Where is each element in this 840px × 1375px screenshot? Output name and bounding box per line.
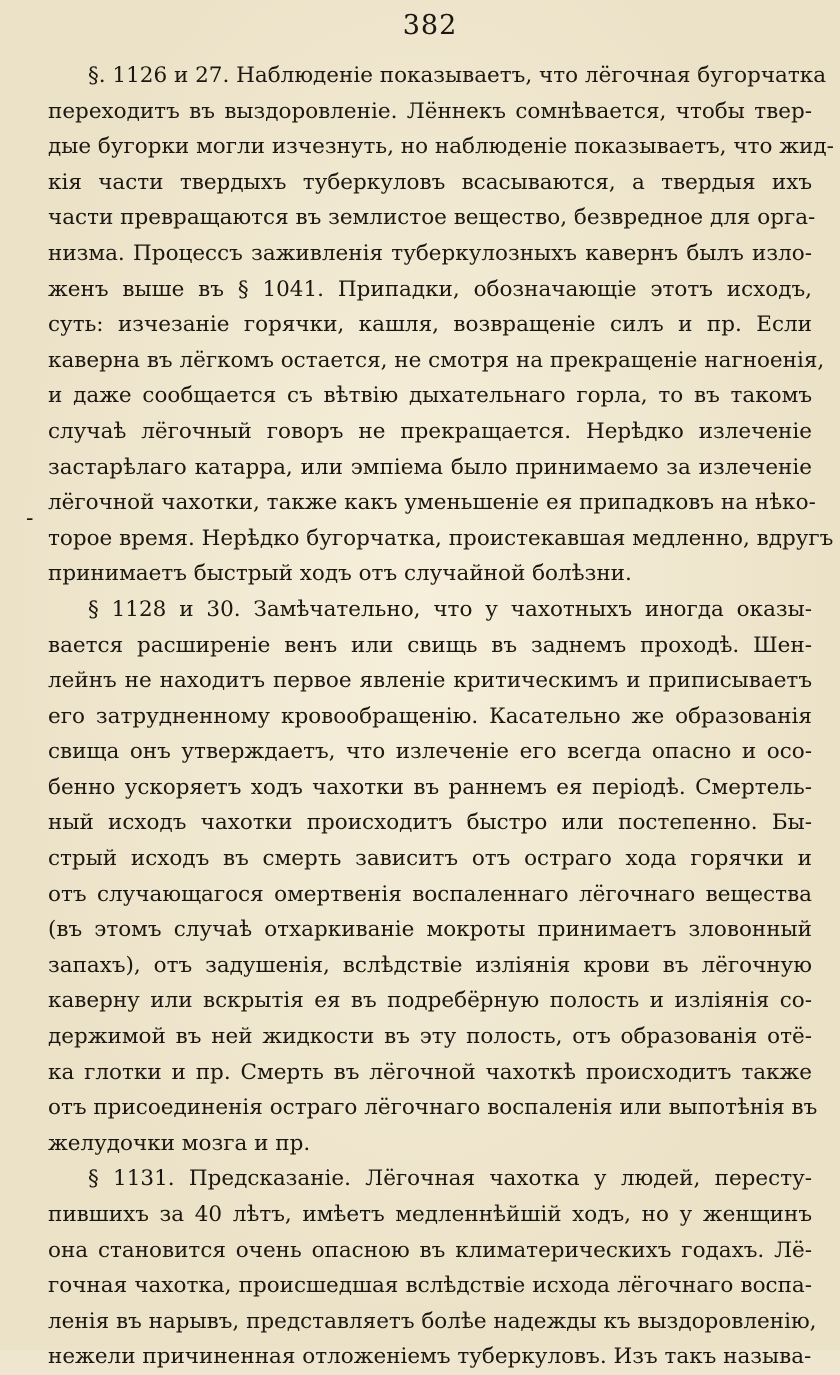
margin-mark: - bbox=[26, 506, 34, 531]
text-line: части превращаются въ землистое вещество, безвредное для орга- bbox=[48, 205, 816, 231]
text-line: запахъ), отъ задушенія, вслѣдствіе изліянія крови въ лёгочную bbox=[48, 952, 812, 978]
text-line: дые бугорки могли изчезнуть, но наблюденіе показываетъ, что жид- bbox=[48, 134, 834, 160]
text-line: нежели причиненная отложеніемъ туберкуловъ. Изъ такъ называ- bbox=[48, 1344, 812, 1370]
text-line: переходитъ въ выздоровленіе. Лённекъ сомнѣвается, чтобы твер- bbox=[48, 98, 812, 124]
text-line: ленія въ нарывъ, представляетъ болѣе надежды къ выздоровленію, bbox=[48, 1308, 817, 1334]
text-line: лейнъ не находитъ первое явленіе критическимъ и приписываетъ bbox=[48, 668, 812, 694]
text-line: отъ случающагося омертвенія воспаленнаго лёгочнаго вещества bbox=[48, 881, 812, 907]
text-line: каверну или вскрытія ея въ подребёрную полость и изліянія со- bbox=[48, 988, 812, 1014]
text-line: ка глотки и пр. Смерть въ лёгочной чахоткѣ происходитъ также bbox=[48, 1059, 812, 1085]
text-line: желудочки мозга и пр. bbox=[48, 1130, 311, 1156]
text-line: каверна въ лёгкомъ остается, не смотря на прекращеніе нагноенія, bbox=[48, 347, 825, 373]
text-line: отъ присоединенія остраго лёгочнаго воспаленія или выпотѣнія въ bbox=[48, 1095, 818, 1121]
text-line: торое время. Нерѣдко бугорчатка, проистекавшая медленно, вдругъ bbox=[48, 525, 834, 551]
text-line: стрый исходъ въ смерть зависитъ отъ остраго хода горячки и bbox=[48, 846, 812, 872]
text-line: пившихъ за 40 лѣтъ, имѣетъ медленнѣйшій ходъ, но у женщинъ bbox=[48, 1202, 812, 1227]
text-line: § 1128 и 30. Замѣчательно, что у чахотныхъ иногда оказы- bbox=[88, 596, 812, 622]
paragraph-1 bbox=[48, 58, 834, 592]
text-line: держимой въ ней жидкости въ эту полость, отъ образованія отё- bbox=[48, 1024, 812, 1050]
text-line: застарѣлаго катарра, или эмпіема было принимаемо за излеченіе bbox=[48, 454, 812, 480]
text-line: бенно ускоряетъ ходъ чахотки въ раннемъ ея періодѣ. Смертель- bbox=[48, 774, 812, 800]
text-line: низма. Процессъ заживленія туберкулозныхъ кавернъ былъ изло- bbox=[48, 240, 812, 266]
text-line: §. 1126 и 27. Наблюденіе показываетъ, что лёгочная бугорчатка bbox=[88, 63, 827, 88]
text-line: § 1131. Предсказаніе. Лёгочная чахотка у людей, пересту- bbox=[88, 1166, 812, 1192]
paragraph-3 bbox=[48, 1161, 817, 1375]
text-line: кія части твердыхъ туберкуловъ всасываются, а твердыя ихъ bbox=[48, 169, 812, 195]
text-line: (въ этомъ случаѣ отхаркиваніе мокроты принимаетъ зловонный bbox=[48, 917, 812, 943]
text-line: лёгочной чахотки, также какъ уменьшеніе ея припадковъ на нѣко- bbox=[48, 490, 816, 516]
paragraph-2 bbox=[48, 592, 818, 1162]
text-line: и даже сообщается съ вѣтвію дыхательнаго горла, то въ такомъ bbox=[48, 383, 812, 409]
text-line: вается расширеніе венъ или свищь въ заднемъ проходѣ. Шен- bbox=[48, 632, 812, 658]
page-number: 382 bbox=[402, 10, 458, 41]
text-line: суть: изчезаніе горячки, кашля, возвращеніе силъ и пр. Если bbox=[48, 312, 812, 338]
text-line: свища онъ утверждаетъ, что излеченіе его всегда опасно и осо- bbox=[48, 739, 812, 765]
text-line: она становится очень опасною въ климатерическихъ годахъ. Лё- bbox=[48, 1237, 812, 1263]
text-line: его затрудненному кровообращенію. Касательно же образованія bbox=[48, 703, 812, 729]
text-line: женъ выше въ § 1041. Припадки, обозначающіе этотъ исходъ, bbox=[48, 276, 812, 302]
text-line: ный исходъ чахотки происходитъ быстро или постепенно. Бы- bbox=[48, 810, 812, 836]
text-line: принимаетъ быстрый ходъ отъ случайной болѣзни. bbox=[48, 561, 632, 587]
text-line: гочная чахотка, происшедшая вслѣдствіе исхода лёгочнаго воспа- bbox=[48, 1273, 812, 1299]
text-line: случаѣ лёгочный говоръ не прекращается. Нерѣдко излеченіе bbox=[48, 418, 812, 444]
